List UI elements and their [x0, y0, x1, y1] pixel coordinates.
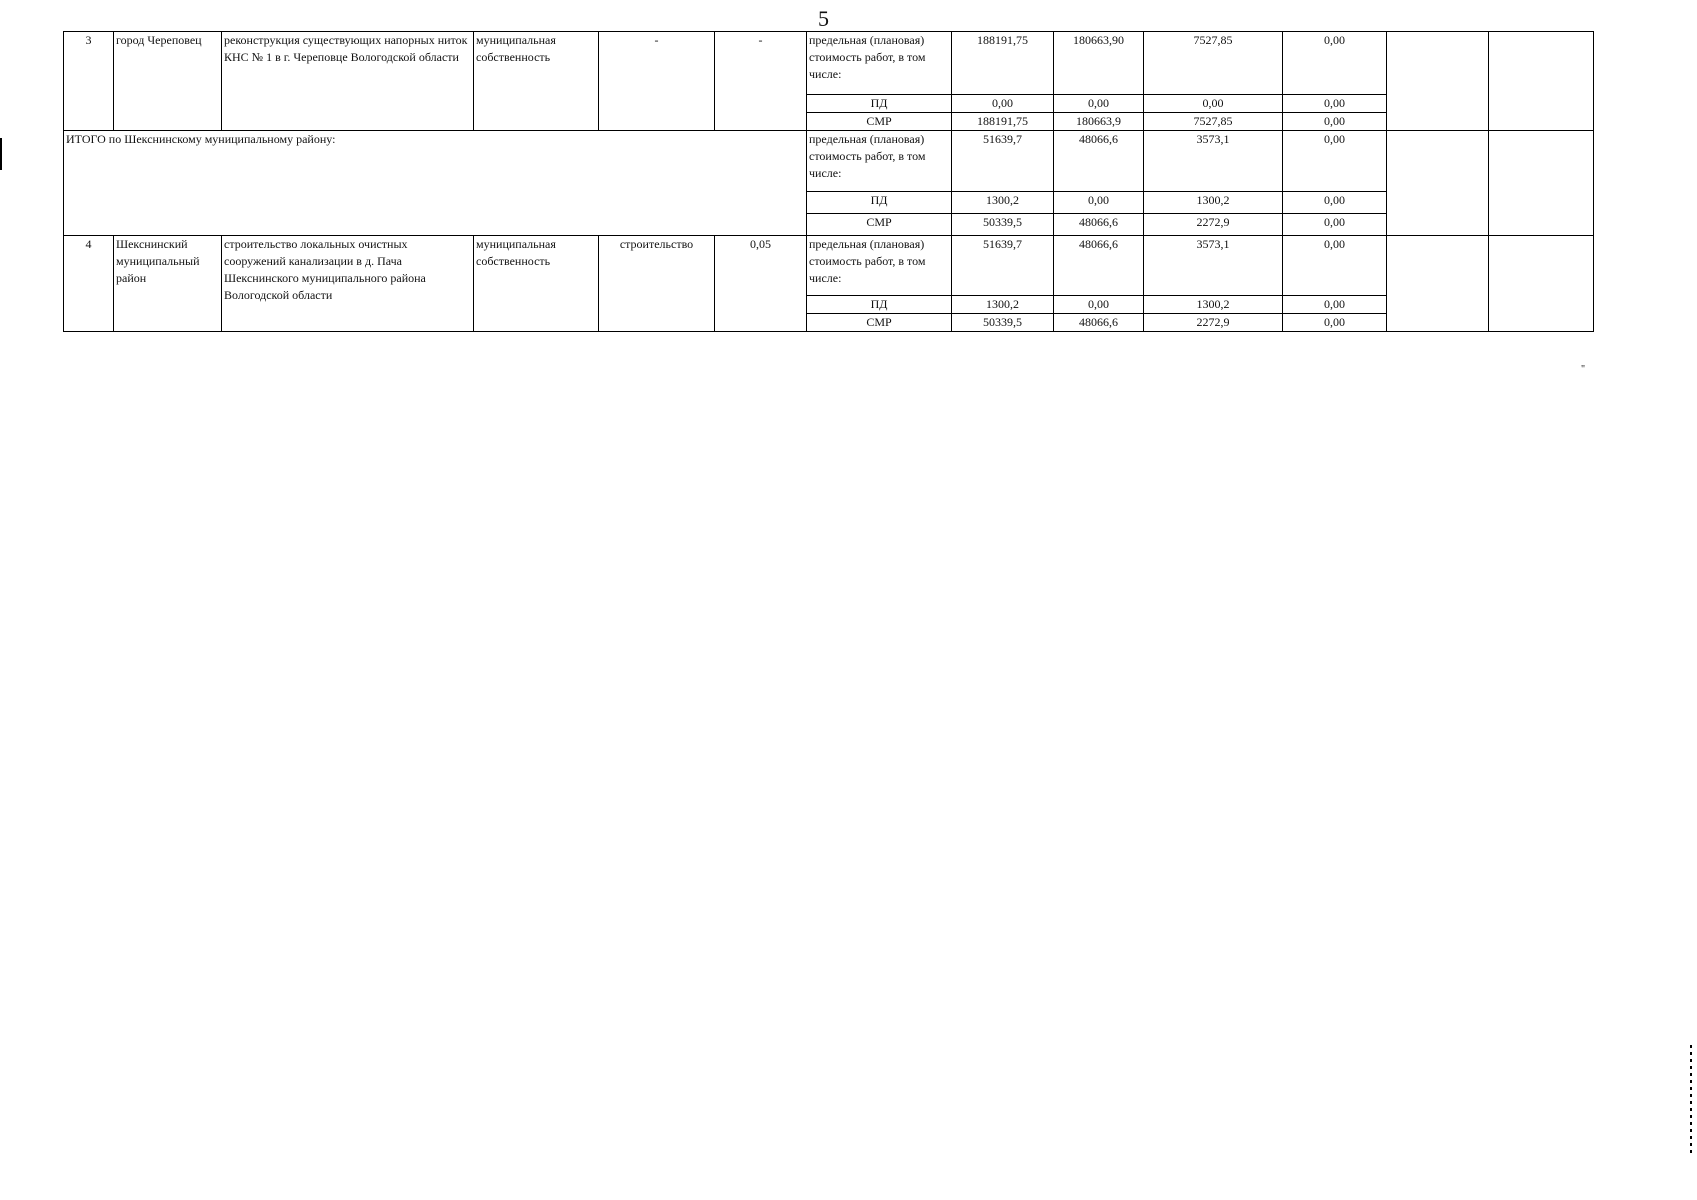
pd-value: 1300,2 [952, 192, 1054, 214]
smr-value: 50339,5 [952, 214, 1054, 236]
work-type-cell: - [599, 32, 715, 131]
pd-value: 0,00 [952, 95, 1054, 113]
municipality-cell: город Череповец [114, 32, 222, 131]
scan-edge-mark [1690, 1045, 1692, 1155]
smr-value: 50339,5 [952, 314, 1054, 332]
pd-value: 1300,2 [1144, 296, 1283, 314]
regional-cell: 3573,1 [1144, 236, 1283, 296]
empty-cell [1489, 131, 1594, 236]
empty-cell [1387, 131, 1489, 236]
page-number: 5 [818, 6, 829, 31]
smr-label: СМР [807, 314, 952, 332]
cost-label-cell: предельная (плановая) стоимость работ, в том числе: [807, 131, 952, 192]
pd-value: 1300,2 [1144, 192, 1283, 214]
scan-edge-mark [0, 138, 2, 170]
smr-value: 188191,75 [952, 113, 1054, 131]
row-number: 4 [64, 236, 114, 332]
smr-value: 2272,9 [1144, 314, 1283, 332]
federal-cell: 48066,6 [1054, 236, 1144, 296]
smr-value: 48066,6 [1054, 214, 1144, 236]
work-type-cell: строительство [599, 236, 715, 332]
pd-value: 0,00 [1283, 192, 1387, 214]
smr-value: 0,00 [1283, 214, 1387, 236]
table-row [64, 32, 1594, 95]
pd-value: 0,00 [1054, 296, 1144, 314]
smr-value: 48066,6 [1054, 314, 1144, 332]
empty-cell [1489, 32, 1594, 131]
total-cost-cell: 188191,75 [952, 32, 1054, 95]
federal-cell: 48066,6 [1054, 131, 1144, 192]
investment-table [63, 31, 1594, 332]
object-cell: реконструкция существующих напорных ниток КНС № 1 в г. Череповце Вологодской области [222, 32, 474, 131]
federal-cell: 180663,90 [1054, 32, 1144, 95]
pd-value: 0,00 [1144, 95, 1283, 113]
municipality-cell: Шекснинский муниципальный район [114, 236, 222, 332]
smr-value: 7527,85 [1144, 113, 1283, 131]
smr-value: 180663,9 [1054, 113, 1144, 131]
empty-cell [1489, 236, 1594, 332]
total-cost-cell: 51639,7 [952, 131, 1054, 192]
pd-value: 0,00 [1054, 192, 1144, 214]
smr-label: СМР [807, 113, 952, 131]
capacity-cell: 0,05 [715, 236, 807, 332]
regional-cell: 3573,1 [1144, 131, 1283, 192]
row-number: 3 [64, 32, 114, 131]
total-row [64, 131, 1594, 192]
table-row [64, 236, 1594, 296]
stray-mark: " [1581, 364, 1586, 375]
local-cell: 0,00 [1283, 131, 1387, 192]
object-cell: строительство локальных очистных сооружений канализации в д. Пача Шекснинского муниципального района Вологодской области [222, 236, 474, 332]
smr-label: СМР [807, 214, 952, 236]
local-cell: 0,00 [1283, 236, 1387, 296]
pd-value: 0,00 [1283, 95, 1387, 113]
cost-label-cell: предельная (плановая) стоимость работ, в том числе: [807, 236, 952, 296]
capacity-cell: - [715, 32, 807, 131]
cost-label-cell: предельная (плановая) стоимость работ, в том числе: [807, 32, 952, 95]
pd-value: 1300,2 [952, 296, 1054, 314]
empty-cell [1387, 32, 1489, 131]
empty-cell [1387, 236, 1489, 332]
pd-label: ПД [807, 296, 952, 314]
local-cell: 0,00 [1283, 32, 1387, 95]
pd-value: 0,00 [1283, 296, 1387, 314]
pd-value: 0,00 [1054, 95, 1144, 113]
smr-value: 0,00 [1283, 113, 1387, 131]
pd-label: ПД [807, 192, 952, 214]
regional-cell: 7527,85 [1144, 32, 1283, 95]
total-cost-cell: 51639,7 [952, 236, 1054, 296]
total-label: ИТОГО по Шекснинскому муниципальному району: [64, 131, 807, 236]
pd-label: ПД [807, 95, 952, 113]
smr-value: 2272,9 [1144, 214, 1283, 236]
smr-value: 0,00 [1283, 314, 1387, 332]
ownership-cell: муниципальная собственность [474, 32, 599, 131]
ownership-cell: муниципальная собственность [474, 236, 599, 332]
